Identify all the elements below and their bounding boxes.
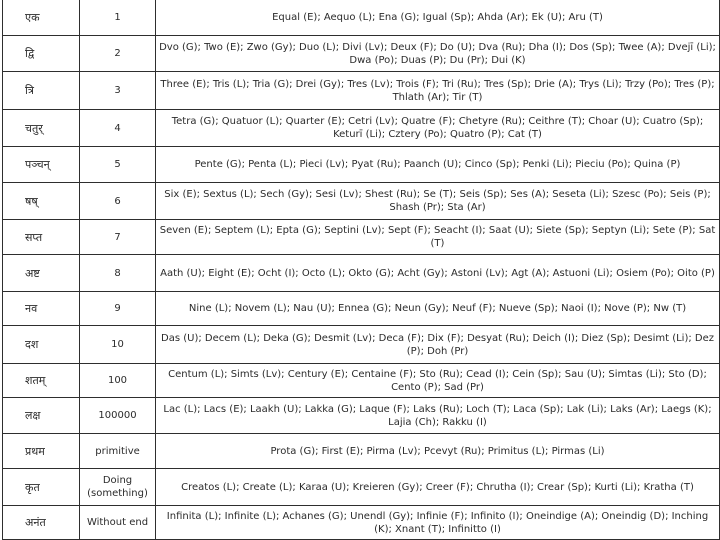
cognates-list: Creatos (L); Create (L); Karaa (U); Kreieren (Gy); Creer (F); Chrutha (I); Crear (Sp); Kurti (Li); Kratha (T) xyxy=(181,481,694,493)
number-value: 2 xyxy=(80,36,156,71)
cognates-list: Six (E); Sextus (L); Sech (Gy); Sesi (Lv); Shest (Ru); Se (T); Seis (Sp); Ses (A); Seseta (Li); Szesc (Po); Seis (P); Shash (Pr); Sta (Ar) xyxy=(164,189,711,213)
cognates-list: Aath (U); Eight (E); Ocht (I); Octo (L); Okto (G); Acht (Gy); Astoni (Lv); Agt (A); Astuoni (Li); Osiem (Po); Oito (P) xyxy=(160,267,715,279)
sanskrit-word: दश xyxy=(3,326,80,363)
cognates-list: Seven (E); Septem (L); Epta (G); Septini (Lv); Sept (F); Seacht (I); Saat (U); Siete (Sp); Septyn (Li); Sete (P); Sat (T) xyxy=(159,225,716,249)
cognates-list: Three (E); Tris (L); Tria (G); Drei (Gy); Tres (Lv); Trois (F); Tri (Ru); Tres (Sp); Drie (A); Trys (Li); Trzy (Po); Tres (P); Thlath (Ar); Tir (T) xyxy=(160,78,715,103)
table-row xyxy=(3,469,719,506)
number-value: 6 xyxy=(80,183,156,219)
cognates-list: Pente (G); Penta (L); Pieci (Lv); Pyat (Ru); Paanch (U); Cinco (Sp); Penki (Li); Pieciu (Po); Quina (P) xyxy=(194,159,681,170)
sanskrit-word: द्वि xyxy=(3,36,80,71)
table-row xyxy=(3,183,719,220)
cognates-table xyxy=(2,0,720,540)
number-value: primitive xyxy=(80,434,156,468)
cognates-list: Centum (L); Simts (Lv); Century (E); Centaine (F); Sto (Ru); Cead (I); Cein (Sp); Sau (U); Simtas (Li); Sto (D); Cento (P); Sad (Pr) xyxy=(168,368,707,393)
table-row xyxy=(3,326,719,364)
sanskrit-word: लक्ष xyxy=(3,398,80,433)
number-value: 100000 xyxy=(80,398,156,433)
cognates-list: Lac (L); Lacs (E); Laakh (U); Lakka (G); Laque (F); Laks (Ru); Loch (T); Laca (Sp); Lak (Li); Laks (Ar); Laegs (K); Lajia (Ch); Rakku (I) xyxy=(163,403,712,428)
sanskrit-word: त्रि xyxy=(3,72,80,109)
table-row xyxy=(3,506,719,540)
sanskrit-word: चतुर् xyxy=(3,110,80,146)
table-row xyxy=(3,147,719,183)
sanskrit-word: अनंत xyxy=(3,506,80,539)
cognates-list: Tetra (G); Quatuor (L); Quarter (E); Cetri (Lv); Quatre (F); Chetyre (Ru); Ceithre (T); Choar (U); Cuatro (Sp); Keturī (Li); Cztery (Po); Quatro (P); Cat (T) xyxy=(171,116,704,140)
sanskrit-word: षष् xyxy=(3,183,80,219)
sanskrit-word: कृत xyxy=(3,469,80,505)
cognates-list: Dvo (G); Two (E); Zwo (Gy); Duo (L); Divi (Lv); Deux (F); Do (U); Dva (Ru); Dha (I); Dos (Sp); Twee (A); Dvejī (Li); Dwa (Po); Duas (P); Du (Pr); Dui (K) xyxy=(159,41,716,66)
table-row xyxy=(3,0,719,36)
sanskrit-word: प्रथम xyxy=(3,434,80,468)
number-value: 9 xyxy=(80,292,156,325)
cognates-list: Equal (E); Aequo (L); Ena (G); Igual (Sp); Ahda (Ar); Ek (U); Aru (T) xyxy=(272,12,603,23)
number-value: 3 xyxy=(80,72,156,109)
cognates-list: Das (U); Decem (L); Deka (G); Desmit (Lv); Deca (F); Dix (F); Desyat (Ru); Deich (I); Diez (Sp); Desimt (Li); Dez (P); Doh (Pr) xyxy=(161,332,714,357)
sanskrit-word: सप्त xyxy=(3,220,80,254)
number-value: 8 xyxy=(80,255,156,291)
table-row xyxy=(3,292,719,326)
cognates-list: Nine (L); Novem (L); Nau (U); Ennea (G); Neun (Gy); Neuf (F); Nueve (Sp); Naoi (I); Nove (P); Nw (T) xyxy=(188,303,687,314)
sanskrit-word: शतम् xyxy=(3,364,80,397)
table-row xyxy=(3,110,719,147)
cognates-list: Infinita (L); Infinite (L); Achanes (G); Unendl (Gy); Infinie (F); Infinito (I); Oneindige (A); Oneindig (D); Inching (K); Xnant (T); Infinitto (I) xyxy=(166,510,709,535)
number-value: 5 xyxy=(80,147,156,182)
sanskrit-word: एक xyxy=(3,0,80,35)
cognates-list: Prota (G); First (E); Pirma (Lv); Pcevyt (Ru); Primitus (L); Pirmas (Li) xyxy=(270,445,605,457)
number-value: 100 xyxy=(80,364,156,397)
table-row xyxy=(3,434,719,469)
sanskrit-word: पञ्चन् xyxy=(3,147,80,182)
number-value: Without end xyxy=(80,506,156,539)
number-value: 7 xyxy=(80,220,156,254)
table-row xyxy=(3,220,719,255)
number-value: 10 xyxy=(80,326,156,363)
number-value: 1 xyxy=(80,0,156,35)
number-value: Doing (something) xyxy=(80,469,156,505)
sanskrit-word: नव xyxy=(3,292,80,325)
table-row xyxy=(3,36,719,72)
table-row xyxy=(3,72,719,110)
table-row xyxy=(3,364,719,398)
table-row xyxy=(3,398,719,434)
sanskrit-word: अष्ट xyxy=(3,255,80,291)
number-value: 4 xyxy=(80,110,156,146)
table-row xyxy=(3,255,719,292)
